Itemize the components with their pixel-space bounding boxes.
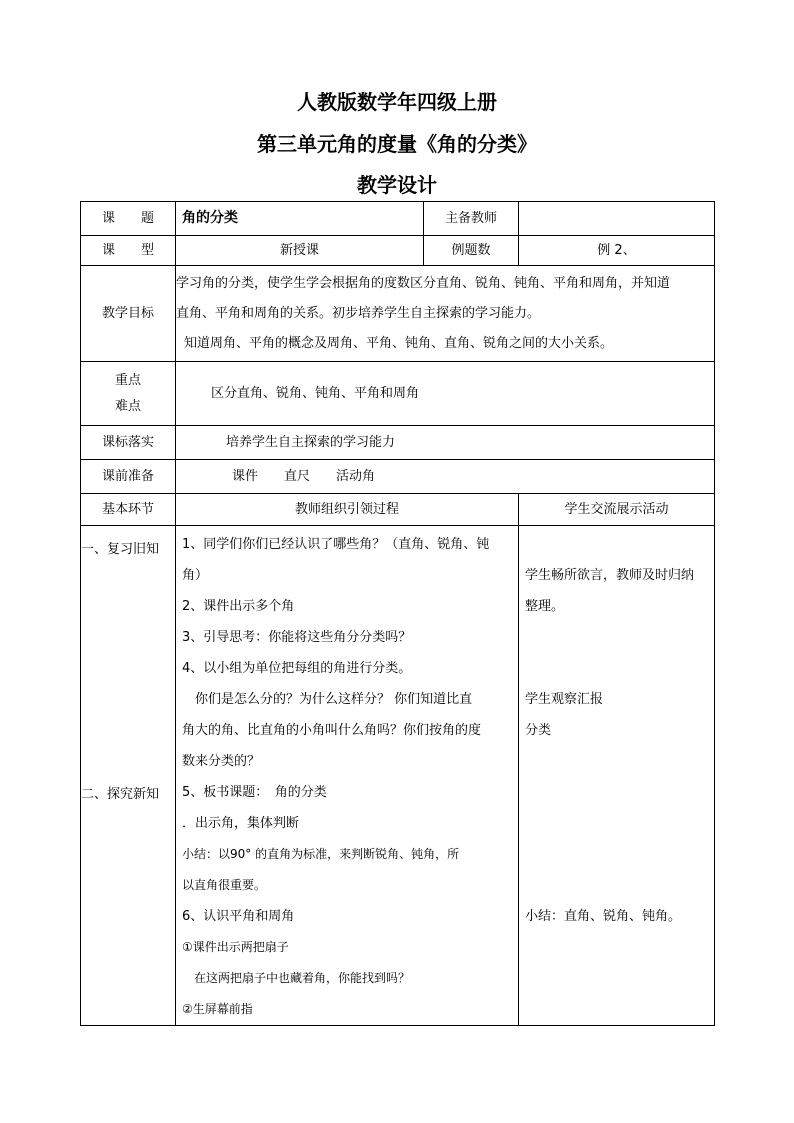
teacher-label: 主备教师 bbox=[424, 202, 519, 236]
student-line: 学生观察汇报 bbox=[525, 692, 604, 707]
teacher-line: 你们是怎么分的？为什么这样分？ 你们知道比直 bbox=[182, 692, 473, 707]
student-line: 整理。 bbox=[525, 599, 565, 614]
teacher-process-header: 教师组织引领过程 bbox=[176, 494, 519, 526]
student-activity bbox=[519, 526, 715, 1026]
lesson-plan-table bbox=[80, 201, 715, 1026]
goals-label: 教学目标 bbox=[81, 266, 176, 362]
row-prep bbox=[81, 460, 715, 494]
student-line: 分类 bbox=[525, 723, 552, 738]
type-label: 课 型 bbox=[81, 236, 176, 266]
focus-diff-label: 难点 bbox=[114, 398, 141, 414]
teacher-line: 3、引导思考：你能将这些角分分类吗？ bbox=[182, 630, 412, 645]
example-value: 例 2、 bbox=[519, 236, 715, 266]
student-activity-header: 学生交流展示活动 bbox=[519, 494, 715, 526]
teacher-line: ①课件出示两把扇子 bbox=[182, 940, 289, 954]
teacher-line: 数来分类的？ bbox=[182, 754, 261, 769]
teacher-line: ②生屏幕前指 bbox=[182, 1002, 253, 1016]
goals-line1: 学习角的分类，使学生学会根据角的度数区分直角、锐角、钝角、平角和周角，并知道 bbox=[176, 275, 671, 291]
standard-value: 培养学生自主探索的学习能力 bbox=[176, 426, 715, 460]
row-process-header bbox=[81, 494, 715, 526]
goals-content bbox=[176, 266, 715, 362]
row-focus bbox=[81, 362, 715, 426]
stage-column bbox=[81, 526, 176, 1026]
stage-header: 基本环节 bbox=[81, 494, 176, 526]
course-label: 课 题 bbox=[81, 202, 176, 236]
teacher-line: ．出示角，集体判断 bbox=[182, 816, 300, 831]
focus-key-label: 重点 bbox=[114, 372, 141, 388]
student-line: 小结：直角、锐角、钝角。 bbox=[525, 909, 682, 924]
doc-title-line2: 第三单元角的度量《角的分类》 bbox=[257, 132, 537, 156]
student-line: 学生畅所欲言，教师及时归纳 bbox=[525, 568, 695, 583]
row-standard bbox=[81, 426, 715, 460]
prep-value: 课件 直尺 活动角 bbox=[176, 460, 715, 494]
standard-label: 课标落实 bbox=[81, 426, 176, 460]
doc-title-line3: 教学设计 bbox=[357, 173, 437, 197]
prep-label: 课前准备 bbox=[81, 460, 176, 494]
course-value: 角的分类 bbox=[176, 202, 424, 236]
focus-value: 区分直角、锐角、钝角、平角和周角 bbox=[176, 362, 715, 426]
teacher-line: 小结：以90° 的直角为标准，来判断锐角、钝角，所 bbox=[182, 847, 460, 861]
doc-title-line1: 人教版数学年四级上册 bbox=[297, 90, 497, 114]
row-type bbox=[81, 236, 715, 266]
goals-line2: 直角、平角和周角的关系。初步培养学生自主探索的学习能力。 bbox=[176, 305, 541, 321]
teacher-process bbox=[176, 526, 519, 1026]
type-value: 新授课 bbox=[176, 236, 424, 266]
row-goals bbox=[81, 266, 715, 362]
focus-label bbox=[81, 362, 176, 426]
teacher-value bbox=[519, 202, 715, 236]
teacher-line: 2、课件出示多个角 bbox=[182, 599, 295, 614]
example-label: 例题数 bbox=[424, 236, 519, 266]
goals-line3: 知道周角、平角的概念及周角、平角、钝角、直角、锐角之间的大小关系。 bbox=[184, 335, 614, 351]
teacher-line: 角大的角、比直角的小角叫什么角吗？你们按角的度 bbox=[182, 723, 482, 738]
teacher-line: 角） bbox=[182, 568, 209, 583]
teacher-line: 在这两把扇子中也藏着角，你能找到吗？ bbox=[182, 971, 411, 985]
stage-explore: 二、探究新知 bbox=[81, 786, 160, 802]
teacher-line: 4、以小组为单位把每组的角进行分类。 bbox=[182, 661, 412, 676]
teacher-line: 以直角很重要。 bbox=[182, 878, 267, 892]
stage-review: 一、复习旧知 bbox=[81, 542, 160, 557]
row-process-body bbox=[81, 526, 715, 1026]
row-course bbox=[81, 202, 715, 236]
teacher-line: 5、板书课题： 角的分类 bbox=[182, 785, 327, 800]
teacher-line: 6、认识平角和周角 bbox=[182, 909, 295, 924]
teacher-line: 1、同学们你们已经认识了哪些角？（直角、锐角、钝 bbox=[182, 537, 490, 552]
